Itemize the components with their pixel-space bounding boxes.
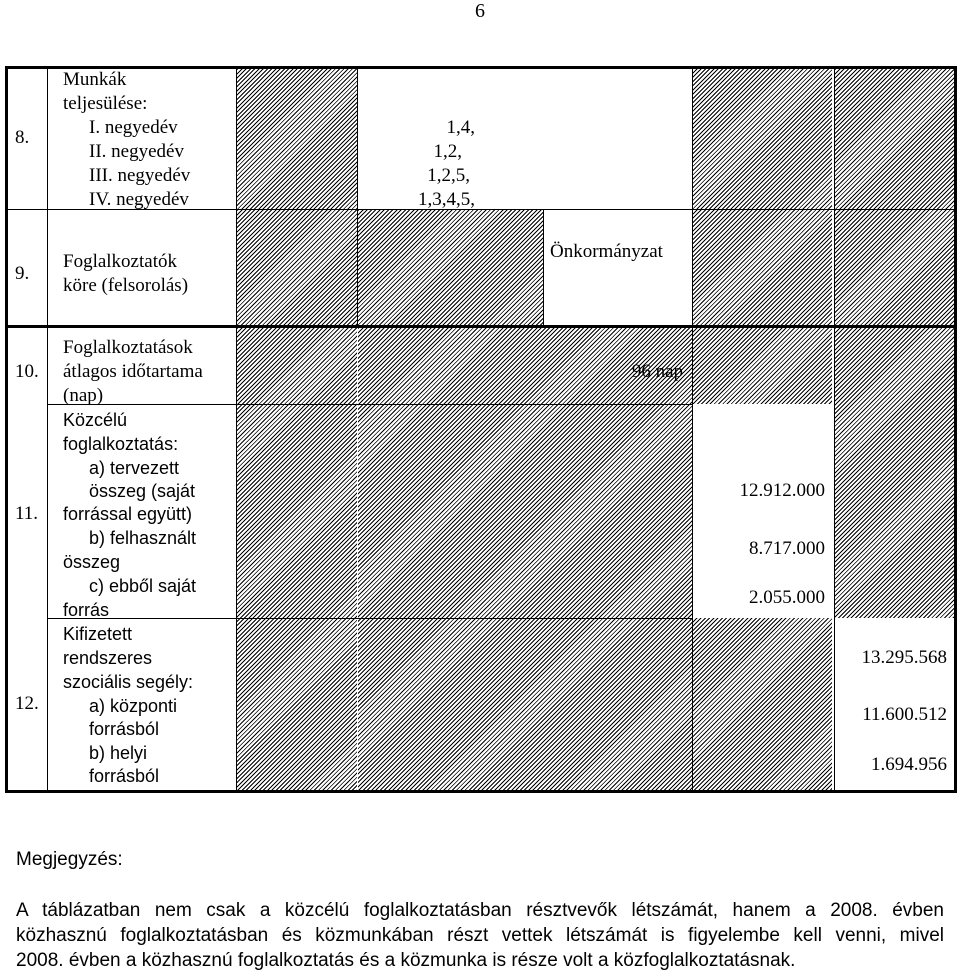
quarter-label: IV. negyedév: [89, 189, 189, 210]
row-title: átlagos időtartama: [63, 361, 203, 382]
row-number: 9.: [15, 263, 30, 284]
row-number: 8.: [15, 127, 30, 148]
sub-item-label: a) tervezett: [89, 458, 180, 478]
sub-item-label: összeg (saját: [89, 481, 196, 501]
row-title: Munkák: [63, 69, 127, 90]
row-number: 11.: [15, 503, 39, 524]
note-line: 2008. évben a közhasznú foglalkoztatás és a közmunka is része volt a közfoglalkoztatásnak.: [16, 950, 796, 971]
amount-value: 2.055.000: [749, 587, 825, 608]
row-number: 12.: [15, 693, 39, 714]
sub-item-label: forrásból: [89, 719, 160, 739]
note-heading: Megjegyzés:: [16, 849, 123, 870]
row-title: rendszeres: [63, 648, 153, 668]
data-table: [5, 66, 957, 793]
row-title: foglalkoztatás:: [63, 434, 179, 454]
amount-value: 1.694.956: [871, 754, 947, 775]
sub-item-label: b) felhasznált: [89, 528, 197, 548]
quarter-value: 1,4,: [446, 117, 475, 138]
quarter-value: 1,3,4,5,: [418, 189, 475, 210]
sub-item-label: összeg: [63, 552, 121, 572]
note-line: A táblázatban nem csak a közcélú foglalkoztatásban résztvevők létszámát, hanem a 2008. évben: [16, 900, 944, 921]
amount-value: 11.600.512: [862, 704, 947, 725]
row-title: szociális segély:: [63, 672, 194, 692]
note-line: közhasznú foglalkoztatásban és közmunkában részt vettek létszámát is figyelembe kell venni, mivel: [16, 925, 944, 946]
page-number: 6: [475, 0, 485, 22]
employer-value: Önkormányzat: [550, 241, 663, 262]
sub-item-label: a) központi: [89, 696, 178, 716]
row-title: Kifizetett: [63, 624, 133, 644]
sub-item-label: c) ebből saját: [89, 576, 197, 596]
sub-item-label: forrás: [63, 600, 110, 620]
duration-value: 96 nap: [631, 361, 683, 382]
sub-item-label: forrással együtt): [63, 504, 193, 524]
quarter-label: II. negyedév: [89, 141, 184, 162]
row-title: Foglalkoztatások: [63, 337, 193, 358]
sub-item-label: b) helyi: [89, 743, 148, 763]
quarter-label: III. negyedév: [89, 165, 191, 186]
amount-value: 8.717.000: [749, 538, 825, 559]
quarter-value: 1,2,5,: [427, 165, 470, 186]
row-title: köre (felsorolás): [63, 275, 189, 296]
amount-value: 12.912.000: [739, 480, 825, 501]
row-title: (nap): [63, 385, 104, 406]
row-title: teljesülése:: [63, 93, 148, 114]
row-number: 10.: [15, 361, 39, 382]
row-title: Közcélú: [63, 410, 128, 430]
amount-value: 13.295.568: [861, 647, 947, 668]
quarter-value: 1,2,: [433, 141, 462, 162]
quarter-label: I. negyedév: [89, 117, 178, 138]
row-title: Foglalkoztatók: [63, 251, 177, 272]
sub-item-label: forrásból: [89, 766, 160, 786]
